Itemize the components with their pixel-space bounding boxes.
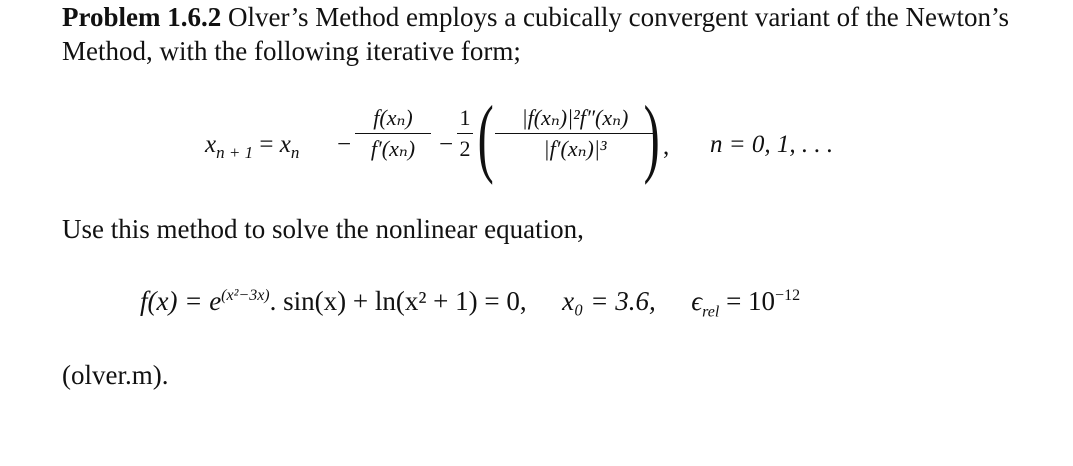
minus-sign: − — [337, 131, 352, 158]
minus-sign-2: − — [439, 131, 454, 158]
tolerance: $\epsilon_{rel} = 10^{-12}$ — [691, 286, 801, 321]
exponent: (x²−3x) — [221, 287, 270, 304]
equation-rest: . sin(x) + ln(x² + 1) = 0, — [269, 286, 527, 316]
instruction-sentence: Use this method to solve the nonlinear equation, — [62, 214, 584, 244]
second-fraction: |f(xₙ)|²f″(xₙ) |f′(xₙ)|³ — [495, 105, 655, 162]
one-half-fraction: 1 2 — [457, 105, 473, 162]
right-paren: ) — [643, 89, 660, 186]
equation-lhs: $x_{n + 1} = x_n$ — [205, 131, 300, 162]
problem-statement — [62, 0, 1042, 68]
initial-guess: x₀ = 3.6, — [562, 286, 656, 316]
equation-lhs-exp: f(x) = e — [140, 286, 222, 316]
first-fraction: f(xₙ) f′(xₙ) — [355, 105, 431, 162]
left-paren: ( — [477, 89, 494, 186]
index-condition: n = 0, 1, . . . — [710, 131, 834, 158]
problem-text: Olver’s Method employs a cubically convergent variant of the Newton’s Method, with the following iterative form; — [62, 2, 1010, 66]
file-reference: (olver.m). — [62, 360, 169, 390]
comma: , — [663, 133, 670, 160]
problem-label: Problem 1.6.2 — [62, 2, 222, 32]
nonlinear-equation — [140, 286, 800, 321]
olver-iteration-equation — [205, 89, 925, 192]
